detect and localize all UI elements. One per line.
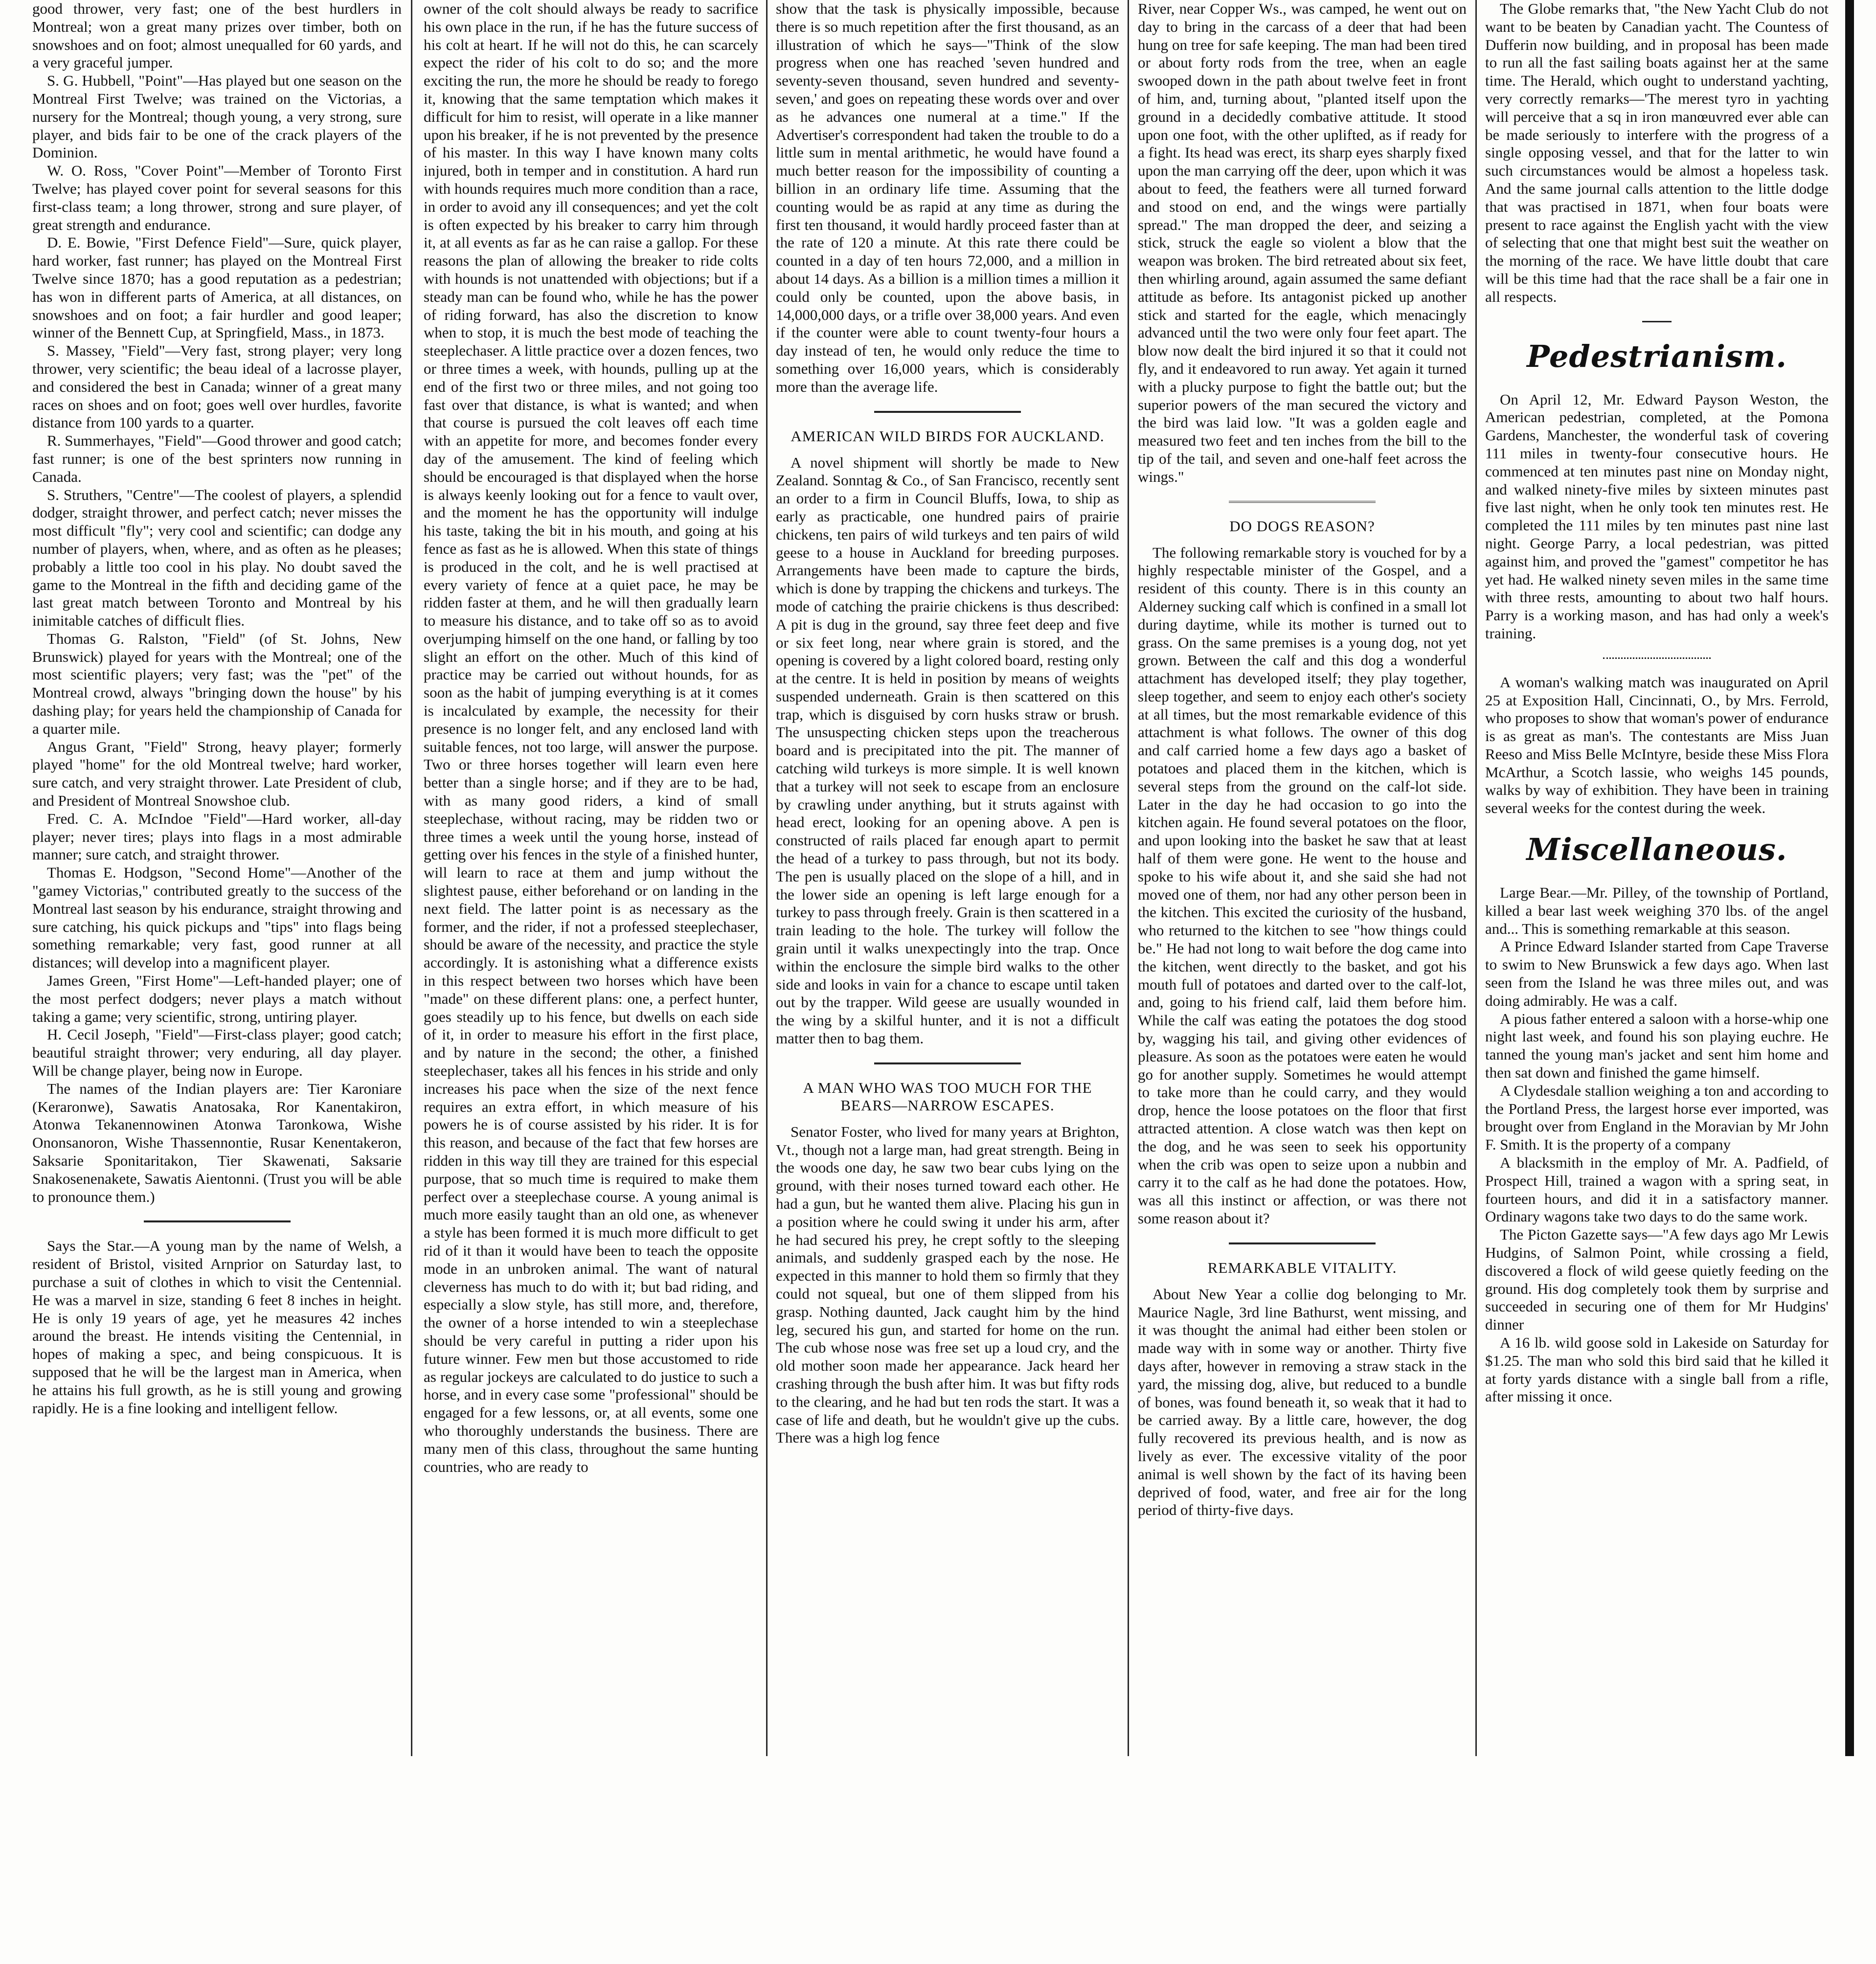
paragraph: On April 12, Mr. Edward Payson Weston, the American pedestrian, completed, at the Pomona Gardens, Manchester, the wonderful task of covering 111 miles in twenty-four consecutive hours. He commenced at ten minutes past nine on Monday night, and walked ninety-five miles by sixteen minutes past five last night, when he only took ten minutes rest. He completed the 111 miles by ten minutes past nine last night. George Parry, a local pedestrian, was pitted against him, and proved the "gamest" competitor he has yet had. He walked ninety seven miles in the same time with three rests, amounting to about two half hours. Parry is a working mason, and has had only a week's training.	[1485, 390, 1829, 642]
paragraph: James Green, "First Home"—Left-handed player; one of the most perfect dodgers; never plays a match without taking a game; very scientific, strong, untiring player.	[32, 972, 402, 1025]
column-5	[1478, 0, 1835, 1756]
column-rule	[1128, 0, 1129, 1756]
column-rule	[1475, 0, 1477, 1756]
paragraph: Says the Star.—A young man by the name of Welsh, a resident of Bristol, visited Arnprior on Saturday last, to purchase a suit of clothes in which to visit the Centennial. He was a marvel in size, standing 6 feet 8 inches in height. He is only 19 years of age, yet he measures 42 inches around the breast. He intends visiting the Centennial, in hopes of making a spec, and being conspicuous. It is supposed that he will be the largest man in America, when he attains his full growth, as he is still young and growing rapidly. He is a fine looking and intelligent fellow.	[32, 1237, 402, 1417]
column-rule	[411, 0, 412, 1756]
paragraph: S. Struthers, "Centre"—The coolest of players, a splendid dodger, straight thrower, and perfect catch; never misses the most difficult "fly"; very cool and scientific; can dodge any number of players, when, where, and as often as he pleases; probably a little too cool in his play. No doubt saved the game to the Montreal in the fifth and deciding game of the last great match between Toronto and Montreal by his inimitable catches of difficult flies.	[32, 486, 402, 630]
paragraph: D. E. Bowie, "First Defence Field"—Sure, quick player, hard worker, fast runner; has played on the Montreal First Twelve since 1870; has a good reputation as a pedestrian; has won in different parts of America, at all distances, on snowshoes and on foot; a fair hurdler and good leaper; winner of the Bennett Cup, at Springfield, Mass., in 1873.	[32, 234, 402, 341]
paragraph: River, near Copper Ws., was camped, he went out on day to bring in the carcass of a deer that had been hung on tree for safe keeping. The man had been tired or about forty rods from the tree, when an eagle swooped down in the path about twelve feet in front of him, and, turning about, "planted itself upon the ground in a decidedly combative attitude. It stood upon one foot, with the other uplifted, as if ready for a fight. Its head was erect, its sharp eyes sharply fixed upon the man carrying off the deer, upon which it was about to feed, the feathers were all turned forward and stood on end, and the wings were partially spread." The man dropped the deer, and seizing a stick, struck the eagle so violent a blow that the weapon was broken. The bird retreated about six feet, then whirling around, again assumed the same defiant attitude as before. Its antagonist picked up another stick and started for the eagle, which menacingly advanced until the two were only four feet apart. The blow now dealt the bird injured it so that it could not fly, and it endeavored to run away. Yet again it turned with a plucky purpose to fight the battle out; but the superior powers of the man secured the victory and the bird was laid low. "It was a golden eagle and measured two feet and ten inches from the bill to the tip of the tail, and seven and one-half feet across the wings."	[1138, 0, 1467, 485]
page-edge	[1845, 0, 1854, 1756]
paragraph: About New Year a collie dog belonging to Mr. Maurice Nagle, 3rd line Bathurst, went missing, and it was thought the animal had either been stolen or made way with in some way or another. Thirty five days after, however in removing a straw stack in the yard, the missing dog, alive, but reduced to a bundle of bones, was found beneath it, so weak that it had to be carried away. By a little care, however, the dog fully recovered its previous health, and is now as lively as ever. The excessive vitality of the poor animal is well shown by the fact of its having been deprived of food, water, and free air for the long period of thirty-five days.	[1138, 1285, 1467, 1519]
paragraph: A Clydesdale stallion weighing a ton and according to the Portland Press, the largest horse ever imported, was brought over from England in the Moravian by Mr John F. Smith. It is the property of a company	[1485, 1082, 1829, 1153]
section-heading: Pedestrianism.	[1527, 338, 1787, 374]
column-2	[417, 0, 765, 1756]
paragraph: The following remarkable story is vouched for by a highly respectable minister of the Gospel, and a resident of this county. There is in this county an Alderney sucking calf which is confined in a small lot during daytime, while its mother is turned out to grass. On the same premises is a young dog, not yet grown. Between the calf and this dog a wonderful attachment has developed itself; they play together, sleep together, and seem to enjoy each other's society at all times, but the most remarkable evidence of this attachment is what follows. The owner of this dog and calf carried home a few days ago a basket of potatoes and placed them in the kitchen, which is several steps from the ground on the calf-lot side. Later in the day he had occasion to go into the kitchen again. He found several potatoes on the floor, and upon looking into the basket he saw that at least half of them were gone. He went to the house and spoke to his wife about it, and she said she had not moved one of them, nor had any other person been in the kitchen. This excited the curiosity of the husband, who returned to the kitchen to see "how things could be." He had not long to wait before the dog came into the kitchen, went directly to the basket, and got his mouth full of potatoes and darted over to the calf-lot, and, going to his friend calf, laid them before him. While the calf was eating the potatoes the dog stood by, wagging his tail, and giving other evidences of pleasure. As soon as the potatoes were eaten he would go for another supply. Sometimes he would attempt to take more than he could carry, and they would drop, hence the loose potatoes on the floor that first attracted attention. A close watch was then kept on the dog, and he was seen to seek his opportunity when the crib was open to seize upon a nubbin and carry it to the calf as he had done the potatoes. How, was all this instinct or affection, or was there not some reason about it?	[1138, 543, 1467, 1227]
section-divider	[874, 411, 1021, 413]
paragraph: Thomas E. Hodgson, "Second Home"—Another of the "gamey Victorias," contributed greatly to the success of the Montreal last season by his endurance, straight throwing and sure catching, his quick pickups and "tips" into flags being something remarkable; very fast, good runner at all distances; will develop into a magnificent player.	[32, 864, 402, 971]
section-divider	[874, 1062, 1021, 1064]
paragraph: Senator Foster, who lived for many years at Brighton, Vt., though not a large man, had great strength. Being in the woods one day, he saw two bear cubs lying on the ground, with their noses turned toward each other. He had a gun, but he wanted them alive. Placing his gun in a position where he could swing it under his arm, after he had secured his prey, he crept softly to the sleeping animals, and suddenly grasped each by the nose. He expected in this manner to hold them so firmly that they could not squeal, but one of them slipped from his grasp. Nothing daunted, Jack caught him by the hind leg, secured his gun, and started for home on the run. The cub whose nose was free set up a loud cry, and the old mother soon made her appearance. Jack heard her crashing through the bush after him. It was but fifty rods to the clearing, and he had but ten rods the start. It was a case of life and death, but he wouldn't give up the cubs. There was a high log fence	[776, 1123, 1119, 1446]
paragraph: R. Summerhayes, "Field"—Good thrower and good catch; fast runner; is one of the best sprinters now running in Canada.	[32, 432, 402, 485]
column-3	[769, 0, 1126, 1756]
paragraph: Angus Grant, "Field" Strong, heavy player; formerly played "home" for the old Montreal twelve; hard worker, sure catch, and very straight thrower. Late President of club, and President of Montreal Snowshoe club.	[32, 738, 402, 810]
headline: A MAN WHO WAS TOO MUCH FOR THE BEARS—NARROW ESCAPES.	[803, 1079, 1092, 1114]
section-divider	[1603, 657, 1711, 659]
section-divider	[1229, 1242, 1376, 1244]
headline: AMERICAN WILD BIRDS FOR AUCKLAND.	[791, 427, 1105, 445]
paragraph: The Picton Gazette says—"A few days ago Mr Lewis Hudgins, of Salmon Point, while crossing a field, discovered a flock of wild geese quietly feeding on the ground. His dog completely took them by surprise and succeeded in securing one of them for Mr Hudgins' dinner	[1485, 1226, 1829, 1333]
paragraph: good thrower, very fast; one of the best hurdlers in Montreal; won a great many prizes over timber, both on snowshoes and on foot; almost unequalled for 60 yards, and a very graceful jumper.	[32, 0, 402, 71]
paragraph: W. O. Ross, "Cover Point"—Member of Toronto First Twelve; has played cover point for several seasons for this first-class team; a long thrower, strong and sure player, of great strength and endurance.	[32, 162, 402, 233]
paragraph: S. G. Hubbell, "Point"—Has played but one season on the Montreal First Twelve; was trained on the Victorias, a nursery for the Montreal; though young, a very strong, sure player, and bids fair to be one of the crack players of the Dominion.	[32, 72, 402, 161]
paragraph: A woman's walking match was inaugurated on April 25 at Exposition Hall, Cincinnati, O., by Mrs. Ferrold, who proposes to show that woman's power of endurance is as great as man's. The contestants are Miss Juan Reeso and Miss Belle McIntyre, beside these Miss Flora McArthur, a Scotch lassie, who weighs 145 pounds, walks by way of exhibition. They have been in training several weeks for the contest during the week.	[1485, 673, 1829, 817]
paragraph: show that the task is physically impossible, because there is so much repetition after the first thousand, as an illustration of which he says—"Think of the slow progress when one has reached 'seven hundred and seventy-seven thousand, seven hundred and seventy-seven,' and goes on repeating these words over and over as he advances one numeral at a time." If the Advertiser's correspondent had taken the trouble to do a little sum in mental arithmetic, he would have found a much better reason for the impossibility of counting a billion in an ordinary life time. Assuming that the counting would be as rapid at any time as during the first ten thousand, it would hardly proceed faster than at the rate of 120 a minute. At this rate there could be counted in a day of ten hours 72,000, and a million in about 14 days. As a billion is a million times a million it could only be counted, upon the above basis, in 14,000,000 days, or a trifle over 38,000 years. And even if the counter were able to count twenty-four hours a day instead of ten, he would only reduce the time to something over 16,000 years, which is considerably more than the average life.	[776, 0, 1119, 395]
paragraph: S. Massey, "Field"—Very fast, strong player; very long thrower, very scientific; the beau ideal of a lacrosse player, and considered the best in Canada; winner of a great many races on shoes and on foot; goes well over hurdles, favorite distance from 100 yards to a quarter.	[32, 342, 402, 431]
paragraph: Fred. C. A. McIndoe "Field"—Hard worker, all-day player; never tires; plays into flags in a most admirable manner; sure catch, and straight thrower.	[32, 810, 402, 863]
paragraph: A Prince Edward Islander started from Cape Traverse to swim to New Brunswick a few days ago. When last seen from the Island he was three miles out, and was doing admirably. He was a calf.	[1485, 938, 1829, 1009]
section-heading: Miscellaneous.	[1526, 832, 1787, 868]
column-rule	[766, 0, 768, 1756]
paragraph: A pious father entered a saloon with a horse-whip one night last week, and found his son playing euchre. He tanned the young man's jacket and sent him home and then sat down and finished the game himself.	[1485, 1010, 1829, 1082]
column-1	[25, 0, 408, 1756]
headline: DO DOGS REASON?	[1229, 517, 1375, 535]
paragraph: The Globe remarks that, "the New Yacht Club do not want to be beaten by Canadian yacht. The Countess of Dufferin now building, and in proposal has been made to run all the fast sailing boats against her at the same time. The Herald, which ought to understand yachting, very correctly remarks—'The merest tyro in yachting will perceive that a sq in iron manœuvred ever able can be made seriously to interfere with the progress of a single opposing vessel, and that for the latter to win such circumstances would be almost a hopeless task. And the same journal calls attention to the little dodge that was practised in 1871, when four boats were present to race against the English yacht with the view of selecting that one that might best suit the weather on the morning of the race. We have little doubt that care will be this time had that the race shall be a fair one in all respects.	[1485, 0, 1829, 305]
headline: REMARKABLE VITALITY.	[1207, 1259, 1397, 1276]
paragraph: Large Bear.—Mr. Pilley, of the township of Portland, killed a bear last week weighing 370 lbs. of the angel and... This is something remarkable at this season.	[1485, 884, 1829, 937]
paragraph: A novel shipment will shortly be made to New Zealand. Sonntag & Co., of San Francisco, recently sent an order to a firm in Council Bluffs, Iowa, to ship as early as practicable, one hundred pairs of prairie chickens, ten pairs of wild turkeys and ten pairs of wild geese to a house in Auckland for breeding purposes. Arrangements have been made to capture the birds, which is done by trapping the chickens and turkeys. The mode of catching the prairie chickens is thus described: A pit is dug in the ground, say three feet deep and five or six feet long, near where grain is stored, and the opening is covered by a light colored board, resting only at the centre. It is held in position by means of weights suspended underneath. Grain is then scattered on this trap, which is disguised by corn husks straw or brush. The unsuspecting chicken steps upon the treacherous board and is precipitated into the pit. The manner of catching wild turkeys is more simple. It is well known that a turkey will not seek to escape from an enclosure by crawling under anything, but it struts against with head erect, looking for an opening above. A pen is constructed of rails placed far enough apart to permit the head of a turkey to pass through, but not its body. The pen is usually placed on the slope of a hill, and in the lower side an opening is left large enough for a turkey to pass through freely. Grain is then scattered in a train leading to the hole. The turkey will follow the grain until it walks unexpectingly into the trap. Once within the enclosure the simple bird walks to the other side and looks in vain for a chance to escape until taken out by the trapper. Wild geese are usually wounded in the wing by a skilful hunter, and it is not a difficult matter then to bag them.	[776, 453, 1119, 1047]
paragraph: H. Cecil Joseph, "Field"—First-class player; good catch; beautiful straight thrower; very enduring, all day player. Will be change player, being now in Europe.	[32, 1026, 402, 1080]
paragraph: The names of the Indian players are: Tier Karoniare (Keraronwe), Sawatis Anatosaka, Ror Kanentakiron, Atonwa Tekanennowinen Atonwa Taronkowa, Wishe Ononsanoron, Wishe Thassennontie, Rusar Kenentakeron, Saksarie Sponitaritakon, Tier Skawenati, Saksarie Snakosenenakete, Sawatis Aientonni. (Trust you will be able to pronounce them.)	[32, 1080, 402, 1205]
section-divider	[1229, 501, 1376, 503]
section-divider	[1642, 321, 1672, 322]
paragraph: owner of the colt should always be ready to sacrifice his own place in the run, if he has the future success of his colt at heart. If he will not do this, he can scarcely expect the rider of his colt to do so; and the more exciting the run, the more he should be ready to forego it, knowing that the same temptation which makes it difficult for him to resist, will operate in a like manner upon his breaker, if he is not prevented by the presence of his master. In this way I have known many colts injured, both in temper and in constitution. A hard run with hounds requires much more condition than a race, in order to avoid any ill consequences; and yet the colt is often expected by his breaker to carry him through it, at all events as far as he can raise a gallop. For these reasons the plan of allowing the breaker to ride colts with hounds is not unattended with objections; but if a steady man can be found who, while he has the power of riding forward, has also the discretion to know when to stop, it is much the best mode of teaching the steeplechaser. A little practice over a dozen fences, two or three times a week, with hounds, pulling up at the end of the first two or three miles, and not going too fast over that distance, is what is wanted; and when that course is pursued the colt leaves off each time with an appetite for more, and becomes fonder every day of the amusement. The kind of feeling which should be encouraged is that displayed when the horse is always keenly looking out for a fence to vault over, and the moment he has the opportunity will indulge his taste, taking the bit in his mouth, and going at his fence as fast as he is allowed. When this state of things is produced in the colt, and he is well practised at every variety of fence at a quiet pace, he may be ridden faster at them, and he will then gradually learn to measure his distance, and to take off so as to avoid overjumping himself on the one hand, or falling by too slight an effort on the other. Much of this kind of practice may be carried out without hounds, for as soon as the habit of jumping everything is at it comes is incalculated by example, the necessity for their presence is no longer felt, and any enclosed land with suitable fences, not too large, will answer the purpose. Two or three horses together will learn even here better than a single horse; and if they are to be had, with as many good riders, a kind of small steeplechase, without racing, may be ridden two or three times a week until the young horse, instead of getting over his fences in the style of a finished hunter, will learn to race at them and jump without the slightest pause, either beforehand or on landing in the next field. The latter point is as necessary as the former, and the rider, if not a professed steeplechaser, should be aware of the necessity, and practice the style accordingly. It is astonishing what a difference exists in this respect between two horses which have been "made" on these different plans: one, a perfect hunter, goes steadily up to his fence, but dwells on each side of it, in order to measure his effort in the first place, and by nature in the second; the other, a finished steeplechaser, takes all his fences in his stride and only increases his pace when the size of the next fence requires an extra effort, in which measure of his powers he is of course assisted by his rider. It is for this reason, and because of the fact that few horses are ridden in this way till they are trained for this especial purpose, that so much time is required to make them perfect over a steeplechase course. A young animal is much more easily taught than an old one, as whenever a style has been formed it is much more difficult to get rid of it than it would have been to teach the opposite mode in an unbroken animal. The want of natural cleverness has much to do with it; but bad riding, and especially a slow style, has still more, and, therefore, the owner of a horse intended to win a steeplechase should be very careful in putting a rider upon his future winner. Few men but those accustomed to ride as regular jockeys are calculated to do justice to such a horse, and in every case some "professional" should be engaged for a few lessons, or, at all events, some one who thoroughly understands the business. There are many men of this class, throughout the same hunting countries, who are ready to	[424, 0, 758, 1475]
paragraph: A blacksmith in the employ of Mr. A. Padfield, of Prospect Hill, trained a wagon with a spring seat, in fourteen hours, and did it in a satisfactory manner. Ordinary wagons take two days to do the same work.	[1485, 1154, 1829, 1225]
paragraph: Thomas G. Ralston, "Field" (of St. Johns, New Brunswick) played for years with the Montreal; one of the most scientific players; very fast; was the "pet" of the Montreal crowd, always "bringing down the house" by his dashing play; for years held the championship of Canada for a quarter mile.	[32, 630, 402, 737]
column-4	[1131, 0, 1473, 1756]
section-divider	[144, 1220, 291, 1222]
paragraph: A 16 lb. wild goose sold in Lakeside on Saturday for $1.25. The man who sold this bird said that he killed it at forty yards distance with a single ball from a rifle, after missing it once.	[1485, 1334, 1829, 1405]
